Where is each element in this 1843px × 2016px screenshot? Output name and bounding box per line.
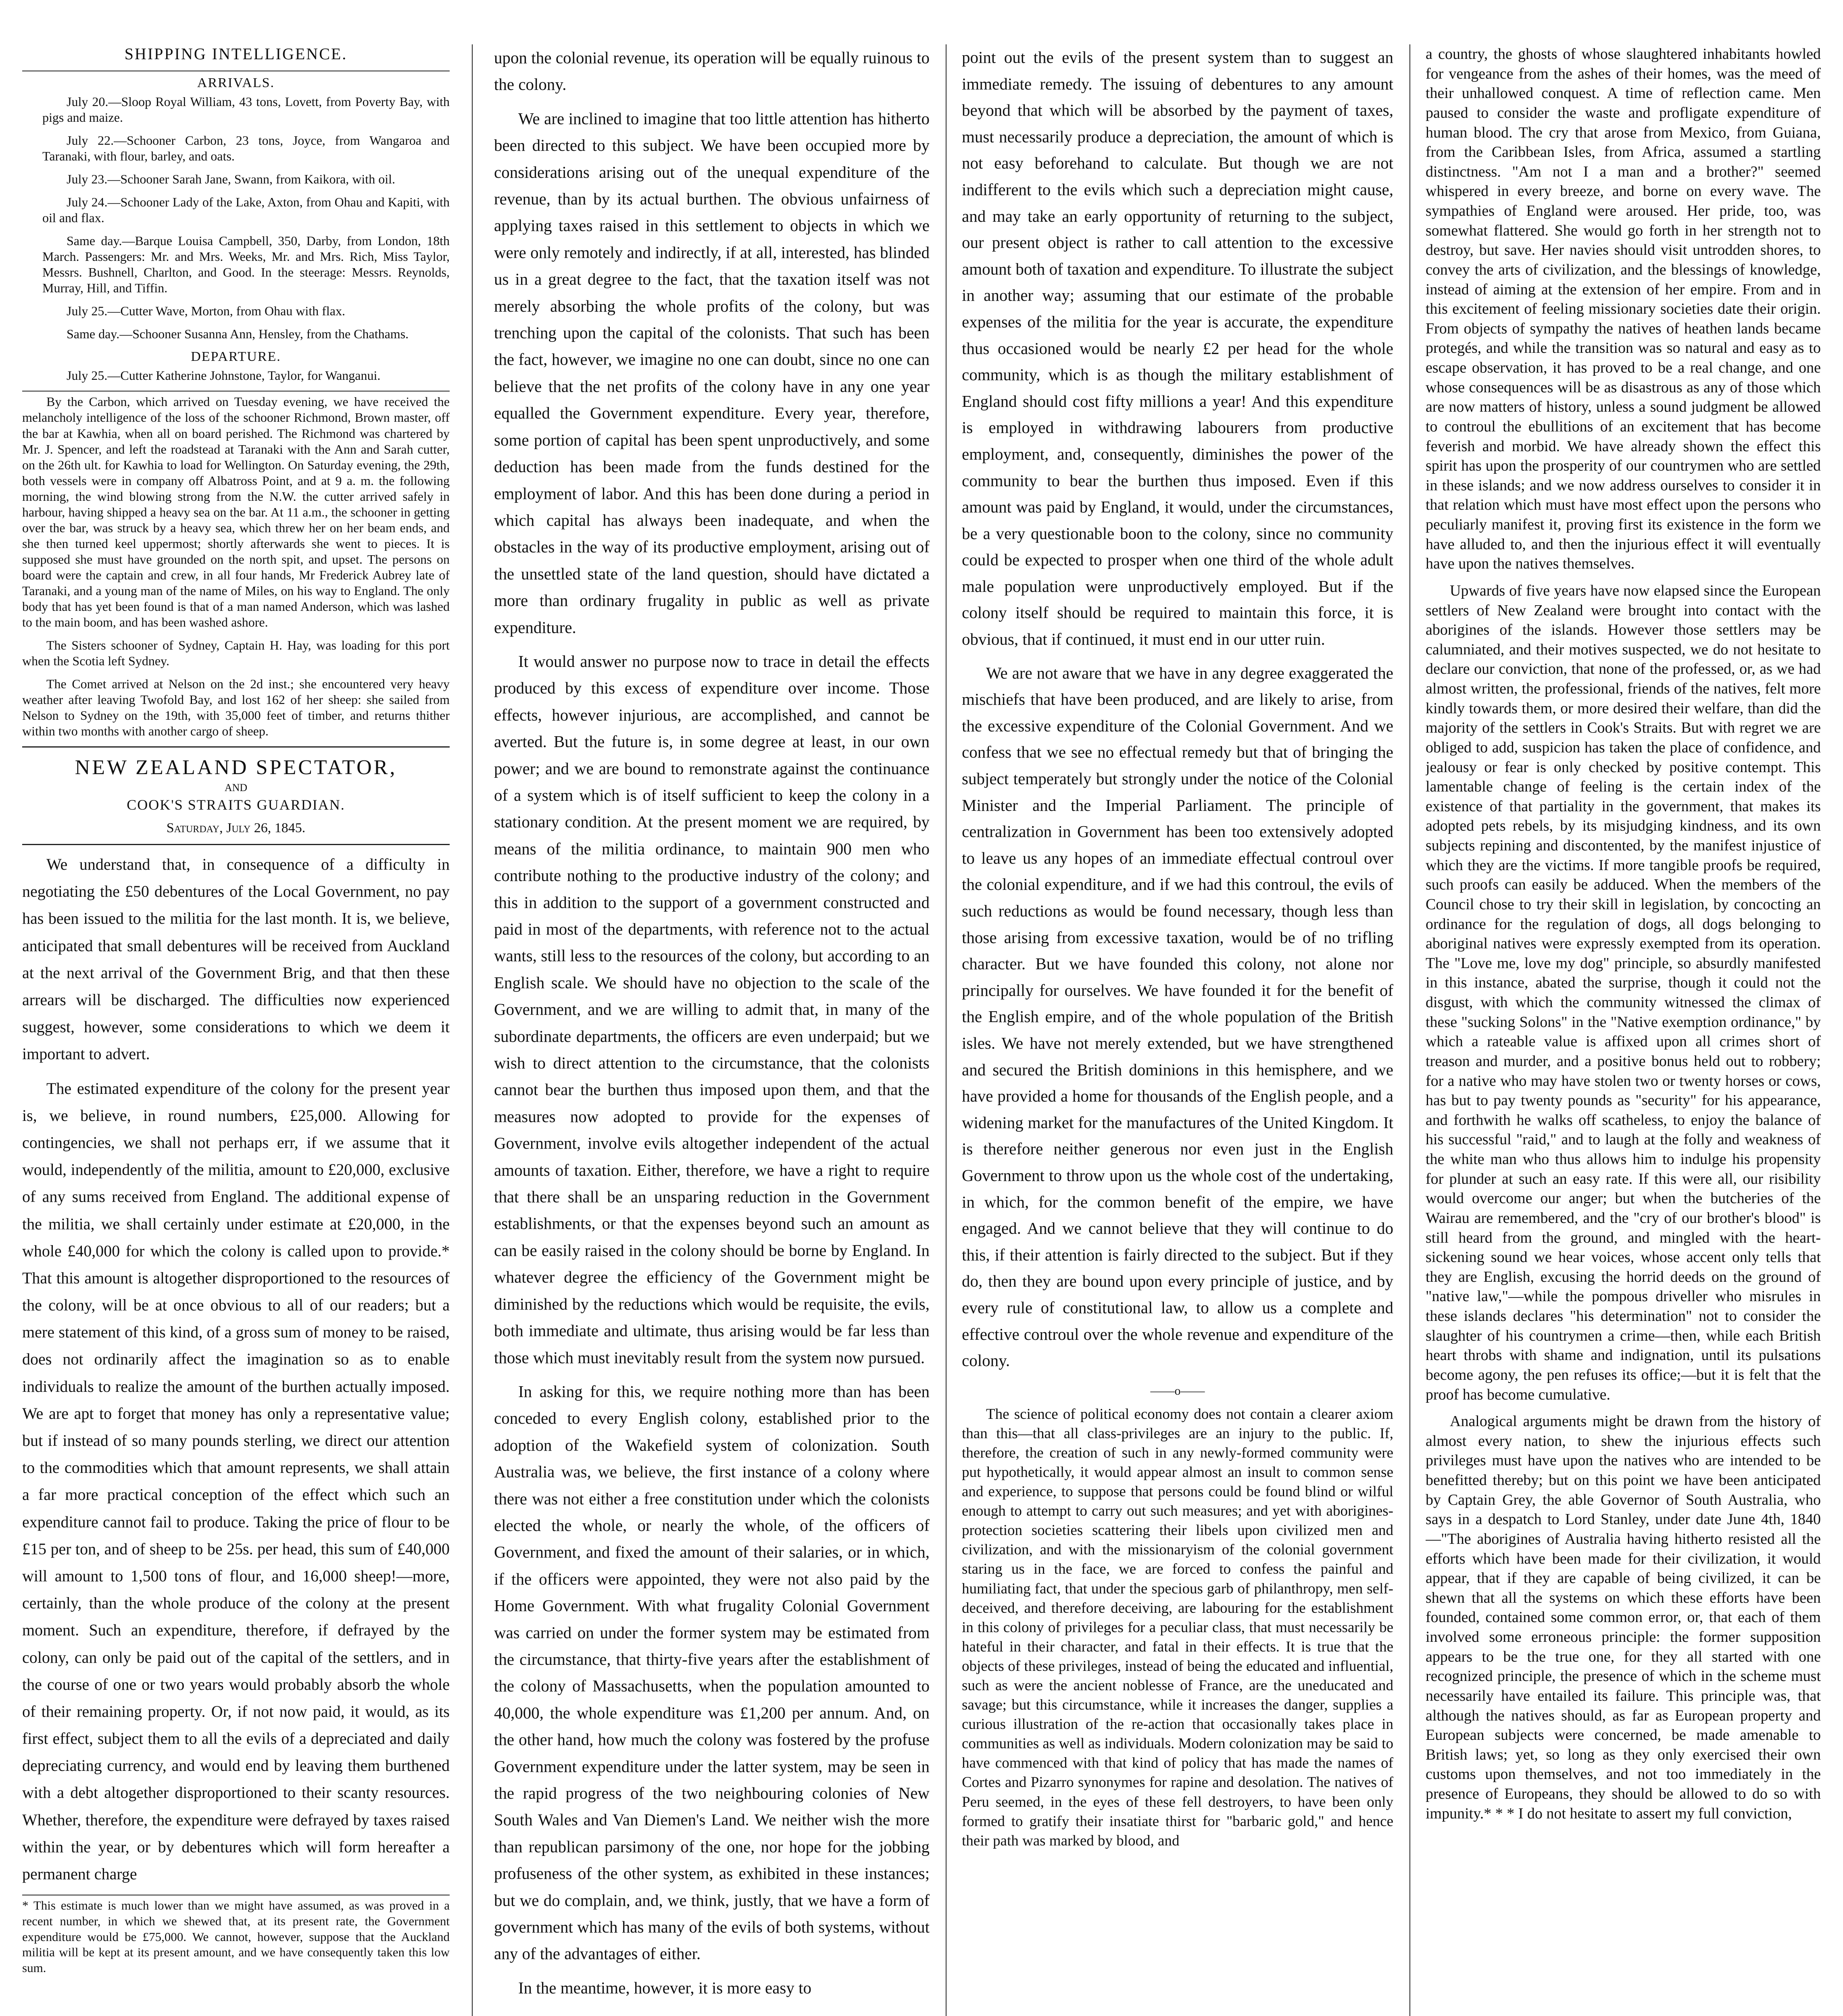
article-paragraph: a country, the ghosts of whose slaughtered inhabitants howled for vengeance from the ashes of their homes, was the meed of their unhallowed conquest. A time of reflection came. Men paused to consider the waste and profligate expenditure of human blood. The cry that arose from Mexico, from Guiana, from the Caribbean Isles, from Africa, assumed a startling distinctness. "Am not I a man and a brother?" seemed whispered in every breeze, and borne on every wave. The sympathies of England were aroused. Her pride, too, was somewhat flattered. She would go forth in her strength not to destroy, but save. Her navies should visit untrodden shores, to convey the arts of civilization, and the blessings of knowledge, instead of aiming at the extension of her empire. From and in this excitement of feeling missionary societies date their origin. From objects of sympathy the natives of heathen lands became protegés, and while the transition was so natural and easy as to escape observation, it has proved to be a real change, and one whose consequences will be as disastrous as any of those which are now matters of history, unless a sound judgment be allowed to controul the ebullitions of an excitement that has become feverish and morbid. We have already shown the effect this spirit has upon the prosperity of our countrymen who are settled in these islands; and we now address ourselves to consider it in that relation which must have most effect upon the persons who peculiarly manifest it, proving first its existence in the form we have alluded to, and then the injurious effect it will eventually have upon the natives themselves.: [1426, 46, 1821, 573]
masthead: [22, 756, 450, 836]
arrival-entry: Same day.—Barque Louisa Campbell, 350, Darby, from London, 18th March. Passengers: Mr. and Mrs. Weeks, Mr. and Mrs. Rich, Miss Taylor, Messrs. Bushnell, Charlton, and Good. In the steerage: Messrs. Reynolds, Murray, Hill, and Tiffin.: [42, 233, 450, 296]
newspaper-page: [22, 44, 1821, 2016]
article-paragraph: upon the colonial revenue, its operation will be equally ruinous to the colony.: [494, 48, 930, 94]
departure-heading: DEPARTURE.: [191, 349, 281, 364]
arrivals-list: [22, 94, 450, 342]
article-paragraph: We are not aware that we have in any degree exaggerated the mischiefs that have been produced, and are likely to arise, from the excessive expenditure of the Colonial Government. And we confess that we see no effectual remedy but that of bringing the subject temperately but strongly under the notice of the Colonial Minister and the Imperial Parliament. The principle of centralization in Government has been too extensively adopted to leave us any hopes of an immediate effectual controul over the colonial expenditure, and if we had this controul, the evils of such reductions as would be found necessary, though less than those arising from excessive taxation, would be of no trifling character. But we have founded this colony, not alone nor principally for ourselves. We have founded it for the benefit of the English empire, and of the whole population of the British isles. We have not merely extended, but we have strengthened and secured the British dominions in this hemisphere, and we have provided a home for thousands of the English people, and a widening market for the manufactures of the United Kingdom. It is therefore neither generous nor even just in the English Government to throw upon us the whole cost of the undertaking, in which, for the common benefit of the empire, we have engaged. And we cannot believe that they will continue to do this, if their attention is fairly directed to the subject. But if they do, then they are bound upon every principle of justice, and by every rule of constitutional law, to allow us a complete and effective controul over the whole revenue and expenditure of the colony.: [962, 663, 1393, 1370]
divider-rule: [22, 844, 450, 845]
article-paragraph: We are inclined to imagine that too little attention has hitherto been directed to this subject. We have been occupied more by considerations arising out of the unequal expenditure of the revenue, than by its actual burthen. The obvious unfairness of applying taxes raised in this settlement to objects in which we were only remotely and indirectly, if at all, interested, has blinded us in a great degree to the fact, that the taxation itself was not merely absorbing the whole profits of the colony, but was trenching upon the capital of the colonists. That such has been the fact, however, we imagine no one can doubt, since no one can believe that the net profits of the colony have in any one year equalled the Government expenditure. Every year, therefore, some portion of capital has been spent unproductively, and some deduction has been made from the funds destined for the employment of labor. And this has been done during a period in which capital has always been inadequate, and when the obstacles in the way of its productive employment, arising out of the unsettled state of the land question, should have dictated a more than ordinary frugality in public as well as private expenditure.: [494, 109, 930, 637]
footnote: * This estimate is much lower than we might have assumed, as was proved in a recent number, in which we shewed that, at its present rate, the Government expenditure would be £75,000. We cannot, however, suppose that the Auckland militia will be kept at its present amount, and we have consequently taken this low sum.: [22, 1898, 450, 1975]
arrival-entry: July 22.—Schooner Carbon, 23 tons, Joyce, from Wangaroa and Taranaki, with flour, barley, and oats.: [42, 133, 450, 164]
article-paragraph: Analogical arguments might be drawn from the history of almost every nation, to shew the injurious effects such privileges must have upon the natives who are intended to be benefitted thereby; but on this point we have been anticipated by Captain Grey, the able Governor of South Australia, who says in a despatch to Lord Stanley, under date June 4th, 1840—"The aborigines of Australia having hitherto resisted all the efforts which have been made for their civilization, it would appear, that if they are capable of being civilized, it can be shewn that all the systems on which these efforts have been founded, contained some common error, or, that each of them involved some erroneous principle: the former supposition appears to be the true one, for they all started with one recognized principle, the presence of which in the scheme must necessarily have entailed its failure. This principle was, that although the natives should, as far as European property and European subjects were concerned, be made amenable to British laws; yet, so long as they only exercised their own customs upon themselves, and not too immediately in the presence of Europeans, they should be allowed to do so with impunity.* * * I do not hesitate to assert my full conviction,: [1426, 1413, 1821, 1822]
column-2: [494, 44, 930, 2016]
masthead-subtitle: COOK'S STRAITS GUARDIAN.: [127, 797, 345, 813]
article-body-2: [962, 1405, 1393, 1851]
column-1: [22, 44, 450, 2016]
arrival-entry: July 25.—Cutter Wave, Morton, from Ohau with flax.: [67, 304, 345, 319]
article-paragraph: It would answer no purpose now to trace in detail the effects produced by this excess of expenditure over income. Those effects, however injurious, are accomplished, and cannot be averted. But the future is, in some degree at least, in our own power; and we are bound to remonstrate against the continuance of a system which is of itself sufficient to keep the colony in a stationary condition. At the present moment we are required, by means of the militia ordinance, to maintain 900 men who contribute nothing to the productive industry of the colony; and this in addition to the support of a government constructed and paid in most of the departments, with reference not to the actual wants, still less to the resources of the colony, but according to an English scale. We should have no objection to the scale of the Government, and we are willing to admit that, in many of the subordinate departments, the officers are even underpaid; but we wish to direct attention to the circumstance, that the colonists cannot bear the burthen thus imposed upon them, and that the measures now adopted to provide for the expenses of Government, involve evils altogether independent of the actual amounts of taxation. Either, therefore, we have a right to require that there shall be an unsparing reduction in the Government establishments, or that the expenses beyond such an amount as can be easily raised in the colony should be borne by England. In whatever degree the efficiency of the Government might be diminished by the reductions which would be requisite, the evils, both immediate and ultimate, thus arising would be far less than those which must inevitably result from the system now pursued.: [494, 652, 930, 1367]
column-rule: [1409, 44, 1410, 2016]
masthead-title: NEW ZEALAND SPECTATOR,: [75, 756, 397, 779]
arrival-entry: July 24.—Schooner Lady of the Lake, Axton, from Ohau and Kapiti, with oil and flax.: [42, 195, 450, 225]
article-paragraph: Upwards of five years have now elapsed since the European settlers of New Zealand were brought into contact with the aborigines of the islands. However those settlers may be calumniated, and their motives suspected, we do not hesitate to declare our conviction, that none of the professed, or, as we had almost written, the professional, friends of the natives, felt more kindly towards them, or more desired their welfare, than did the majority of the settlers in Cook's Straits. But with regret we are obliged to add, suspicion has taken the place of confidence, and jealousy or fear is only checked by positive contempt. This lamentable change of feeling is the certain index of the existence of that partiality in the government, that makes its adopted pets rebels, by its misjudging kindness, and its own subjects repining and discontented, by the manifest injustice of which they are the victims. If more tangible proofs be required, such proofs can easily be adduced. When the members of the Council chose to try their skill in legislation, by concocting an ordinance for the regulation of dogs, all dogs belonging to aboriginal natives were expressly exempted from its operation. The "Love me, love my dog" principle, so absurdly manifested in this instance, abated the surprise, though it could not the disgust, with which the community witnessed the climax of these "sucking Solons" in the "Native exemption ordinance," by which a rateable value is affixed upon all crimes short of treason and murder, and a positive bonus held out to robbery; for a native who may have stolen two or twenty horses or cows, has but to pay twenty pounds as "security" for his appearance, and forthwith he walks off scatheless, to enjoy the balance of his successful "raid," and to laugh at the folly and weakness of the white man who thus allows him to indulge his propensity for plunder at such an easy rate. If this were all, our risibility would overcome our anger; but when the butcheries of the Wairau are remembered, and the "cry of our brother's blood" is still heard from the ground, and mingled with the heart-sickening sound we hear voices, whose accent only tells that they are English, excusing the horrid deeds on the ground of "native law,"—while the pompous driveller who misrules in these islands declares "his determination" not to consider the slaughter of his countrymen a crime—then, while each British heart throbs with shame and indignation, until its pulsations become agony, the pen refuses its office;—but it is felt that the proof has become cumulative.: [1426, 582, 1821, 1403]
news-paragraph: The Sisters schooner of Sydney, Captain H. Hay, was loading for this port when the Scotia left Sydney.: [22, 637, 450, 668]
shipping-news: [22, 394, 450, 739]
masthead-and: AND: [224, 782, 248, 794]
arrivals-heading: ARRIVALS.: [197, 75, 275, 90]
divider-rule: [22, 391, 450, 392]
article-body: [22, 851, 450, 1887]
departures-list: [22, 368, 450, 383]
departure-entry: July 25.—Cutter Katherine Johnstone, Taylor, for Wanganui.: [67, 368, 381, 383]
news-paragraph: By the Carbon, which arrived on Tuesday evening, we have received the melancholy intelligence of the loss of the schooner Richmond, Brown master, off the bar at Kawhia, when all on board perished. The Richmond was chartered by Mr. J. Spencer, and left the roadstead at Taranaki with the Ann and Sarah cutter, on the 26th ult. for Kawhia to load for Wellington. On Saturday evening, the 29th, both vessels were in company off Albatross Point, and at 9 a. m. the following morning, the wind blowing strong from the N.W. the cutter arrived safely in harbour, having shipped a heavy sea on the bar. At 11 a.m., the schooner in getting over the bar, was struck by a heavy sea, which threw her on her beam ends, and she then turned keel uppermost; shortly afterwards she went to pieces. It is supposed she must have grounded on the north spit, and upset. The persons on board were the captain and crew, in all four hands, Mr Frederick Aubrey late of Taranaki, and a young man of the name of Miles, on his way to England. The only body that has yet been found is that of a man named Anderson, which was lashed to the main boom, and has been washed ashore.: [22, 394, 450, 629]
column-4: [1426, 44, 1821, 2016]
masthead-date: Saturday, July 26, 1845.: [166, 821, 306, 836]
article-paragraph: In asking for this, we require nothing more than has been conceded to every English colony, established prior to the adoption of the Wakefield system of colonization. South Australia was, we believe, the first instance of a colony where there was not either a free constitution under which the colonists elected the whole, or nearly the whole, of the officers of Government, and fixed the amount of their salaries, or in which, if the officers were appointed, they were not also paid by the Home Government. With what frugality Colonial Government was carried on under the former system may be estimated from the circumstance, that thirty-five years after the establishment of the colony of Massachusetts, when the population amounted to 40,000, the whole expenditure was £1,200 per annum. And, on the other hand, how much the colony was fostered by the profuse Government expenditure under the latter system, may be seen in the rapid progress of the two neighbouring colonies of New South Wales and Van Diemen's Land. We neither wish the more than republican parsimony of the one, nor hope for the jobbing profuseness of the other system, as exhibited in these instances; but we do complain, and, we think, justly, that we have a form of government which has many of the evils of both systems, without any of the advantages of either.: [494, 1382, 930, 1963]
column-3: [962, 44, 1393, 2016]
arrival-entry: July 20.—Sloop Royal William, 43 tons, Lovett, from Poverty Bay, with pigs and maize.: [42, 94, 450, 125]
divider-rule: [22, 746, 450, 748]
column-rule: [472, 44, 473, 2016]
news-paragraph: The Comet arrived at Nelson on the 2d inst.; she encountered very heavy weather after leaving Twofold Bay, and lost 162 of her sheep: she sailed from Nelson to Sydney on the 19th, with 35,000 feet of timber, and returns thither within two months with another cargo of sheep.: [22, 676, 450, 739]
article-paragraph: We understand that, in consequence of a difficulty in negotiating the £50 debentures of the Local Government, no pay has been issued to the militia for the last month. It is, we believe, anticipated that small debentures will be received from Auckland at the next arrival of the Government Brig, and that then these arrears will be discharged. The difficulties now experienced suggest, however, some considerations to which we deem it important to advert.: [22, 855, 450, 1063]
article-paragraph: In the meantime, however, it is more easy to: [518, 1978, 812, 1997]
arrival-entry: Same day.—Schooner Susanna Ann, Hensley, from the Chathams.: [67, 327, 409, 342]
column-rule: [946, 44, 947, 2016]
arrival-entry: July 23.—Schooner Sarah Jane, Swann, from Kaikora, with oil.: [67, 172, 395, 187]
shipping-title: SHIPPING INTELLIGENCE.: [124, 45, 348, 63]
article-paragraph: The science of political economy does not contain a clearer axiom than this—that all class-privileges are an injury to the public. If, therefore, the creation of such in any newly-formed community were put hypothetically, it would appear almost an insult to common sense and experience, to suppose that persons could be found blind or wilful enough to attempt to carry out such measures; and yet with aborigines-protection societies scattering their libels upon civilized men and civilization, and with the missionaryism of the colonial government staring us in the face, we are forced to confess the painful and humiliating fact, that under the specious garb of philanthropy, men self-deceived, and therefore deceiving, are labouring for the establishment in this colony of privileges for a peculiar class, that must necessarily be hateful in their character, and fatal in their effects. It is true that the objects of these privileges, instead of being the educated and influential, such as were the ancient noblesse of France, are the uneducated and savage; but this circumstance, while it increases the danger, supplies a curious illustration of the re-action that occasionally takes place in communities as well as individuals. Modern colonization may be said to have commenced with that kind of policy that has made the names of Cortes and Pizarro synonymes for rapine and desolation. The natives of Peru seemed, in the eyes of these fell destroyers, to have been only formed to gratify their insatiate thirst for "barbaric gold," and hence their path was marked by blood, and: [962, 1406, 1393, 1849]
article-paragraph: point out the evils of the present system than to suggest an immediate remedy. The issuing of debentures to any amount beyond that which will be absorbed by the payment of taxes, must necessarily produce a depreciation, the amount of which is not easy beforehand to calculate. But though we are not indifferent to the evils which such a depreciation might cause, and may take an early opportunity of returning to the subject, our present object is rather to call attention to the excessive amount both of taxation and expenditure. To illustrate the subject in another way; assuming that our estimate of the probable expenses of the militia for the year is accurate, the expenditure thus occasioned would be nearly £2 per head for the whole community, which is as though the military establishment of England should cost fifty millions a year! And this expenditure is employed in withdrawing labourers from productive employment, and, consequently, diminishes the power of the community to bear the burthen thus imposed. Even if this amount was paid by England, it would, under the circumstances, be a very questionable boon to the colony, since no community could be expected to prosper when one third of the whole adult male population were unproductively employed. But if the colony itself should be required to maintain this force, it is obvious, that if continued, it must end in our utter ruin.: [962, 48, 1393, 649]
section-divider: ——o——: [1150, 1384, 1205, 1397]
article-paragraph: The estimated expenditure of the colony for the present year is, we believe, in round numbers, £25,000. Allowing for contingencies, we shall not perhaps err, if we assume that it would, independently of the militia, amount to £20,000, exclusive of any sums received from England. The additional expense of the militia, we shall certainly under estimate at £20,000, in the whole £40,000 for which the colony is called upon to provide.* That this amount is altogether disproportioned to the resources of the colony, will be at once obvious to all of our readers; but a mere statement of this kind, of a gross sum of money to be raised, does not ordinarily affect the imagination so as to enable individuals to realize the amount of the burthen actually imposed. We are apt to forget that money has only a representative value; but if instead of so many pounds sterling, we direct our attention to the commodities which that amount represents, we shall attain a far more practical conception of the effect which such an expenditure cannot fail to produce. Taking the price of flour to be £15 per ton, and of sheep to be 25s. per head, this sum of £40,000 will amount to 1,500 tons of flour, and 16,000 sheep!—more, certainly, than the whole produce of the colony at the present moment. Such an expenditure, therefore, if defrayed by the colony, can only be paid out of the capital of the settlers, and in the course of one or two years would probably absorb the whole of their remaining property. Or, if not now paid, it would, as its first effect, subject them to all the evils of a depreciated and daily depreciating currency, and would end by leaving them burthened with a debt altogether disproportioned to their scanty resources. Whether, therefore, the expenditure were defrayed by taxes raised within the year, or by debentures which will form hereafter a permanent charge: [22, 1079, 450, 1883]
